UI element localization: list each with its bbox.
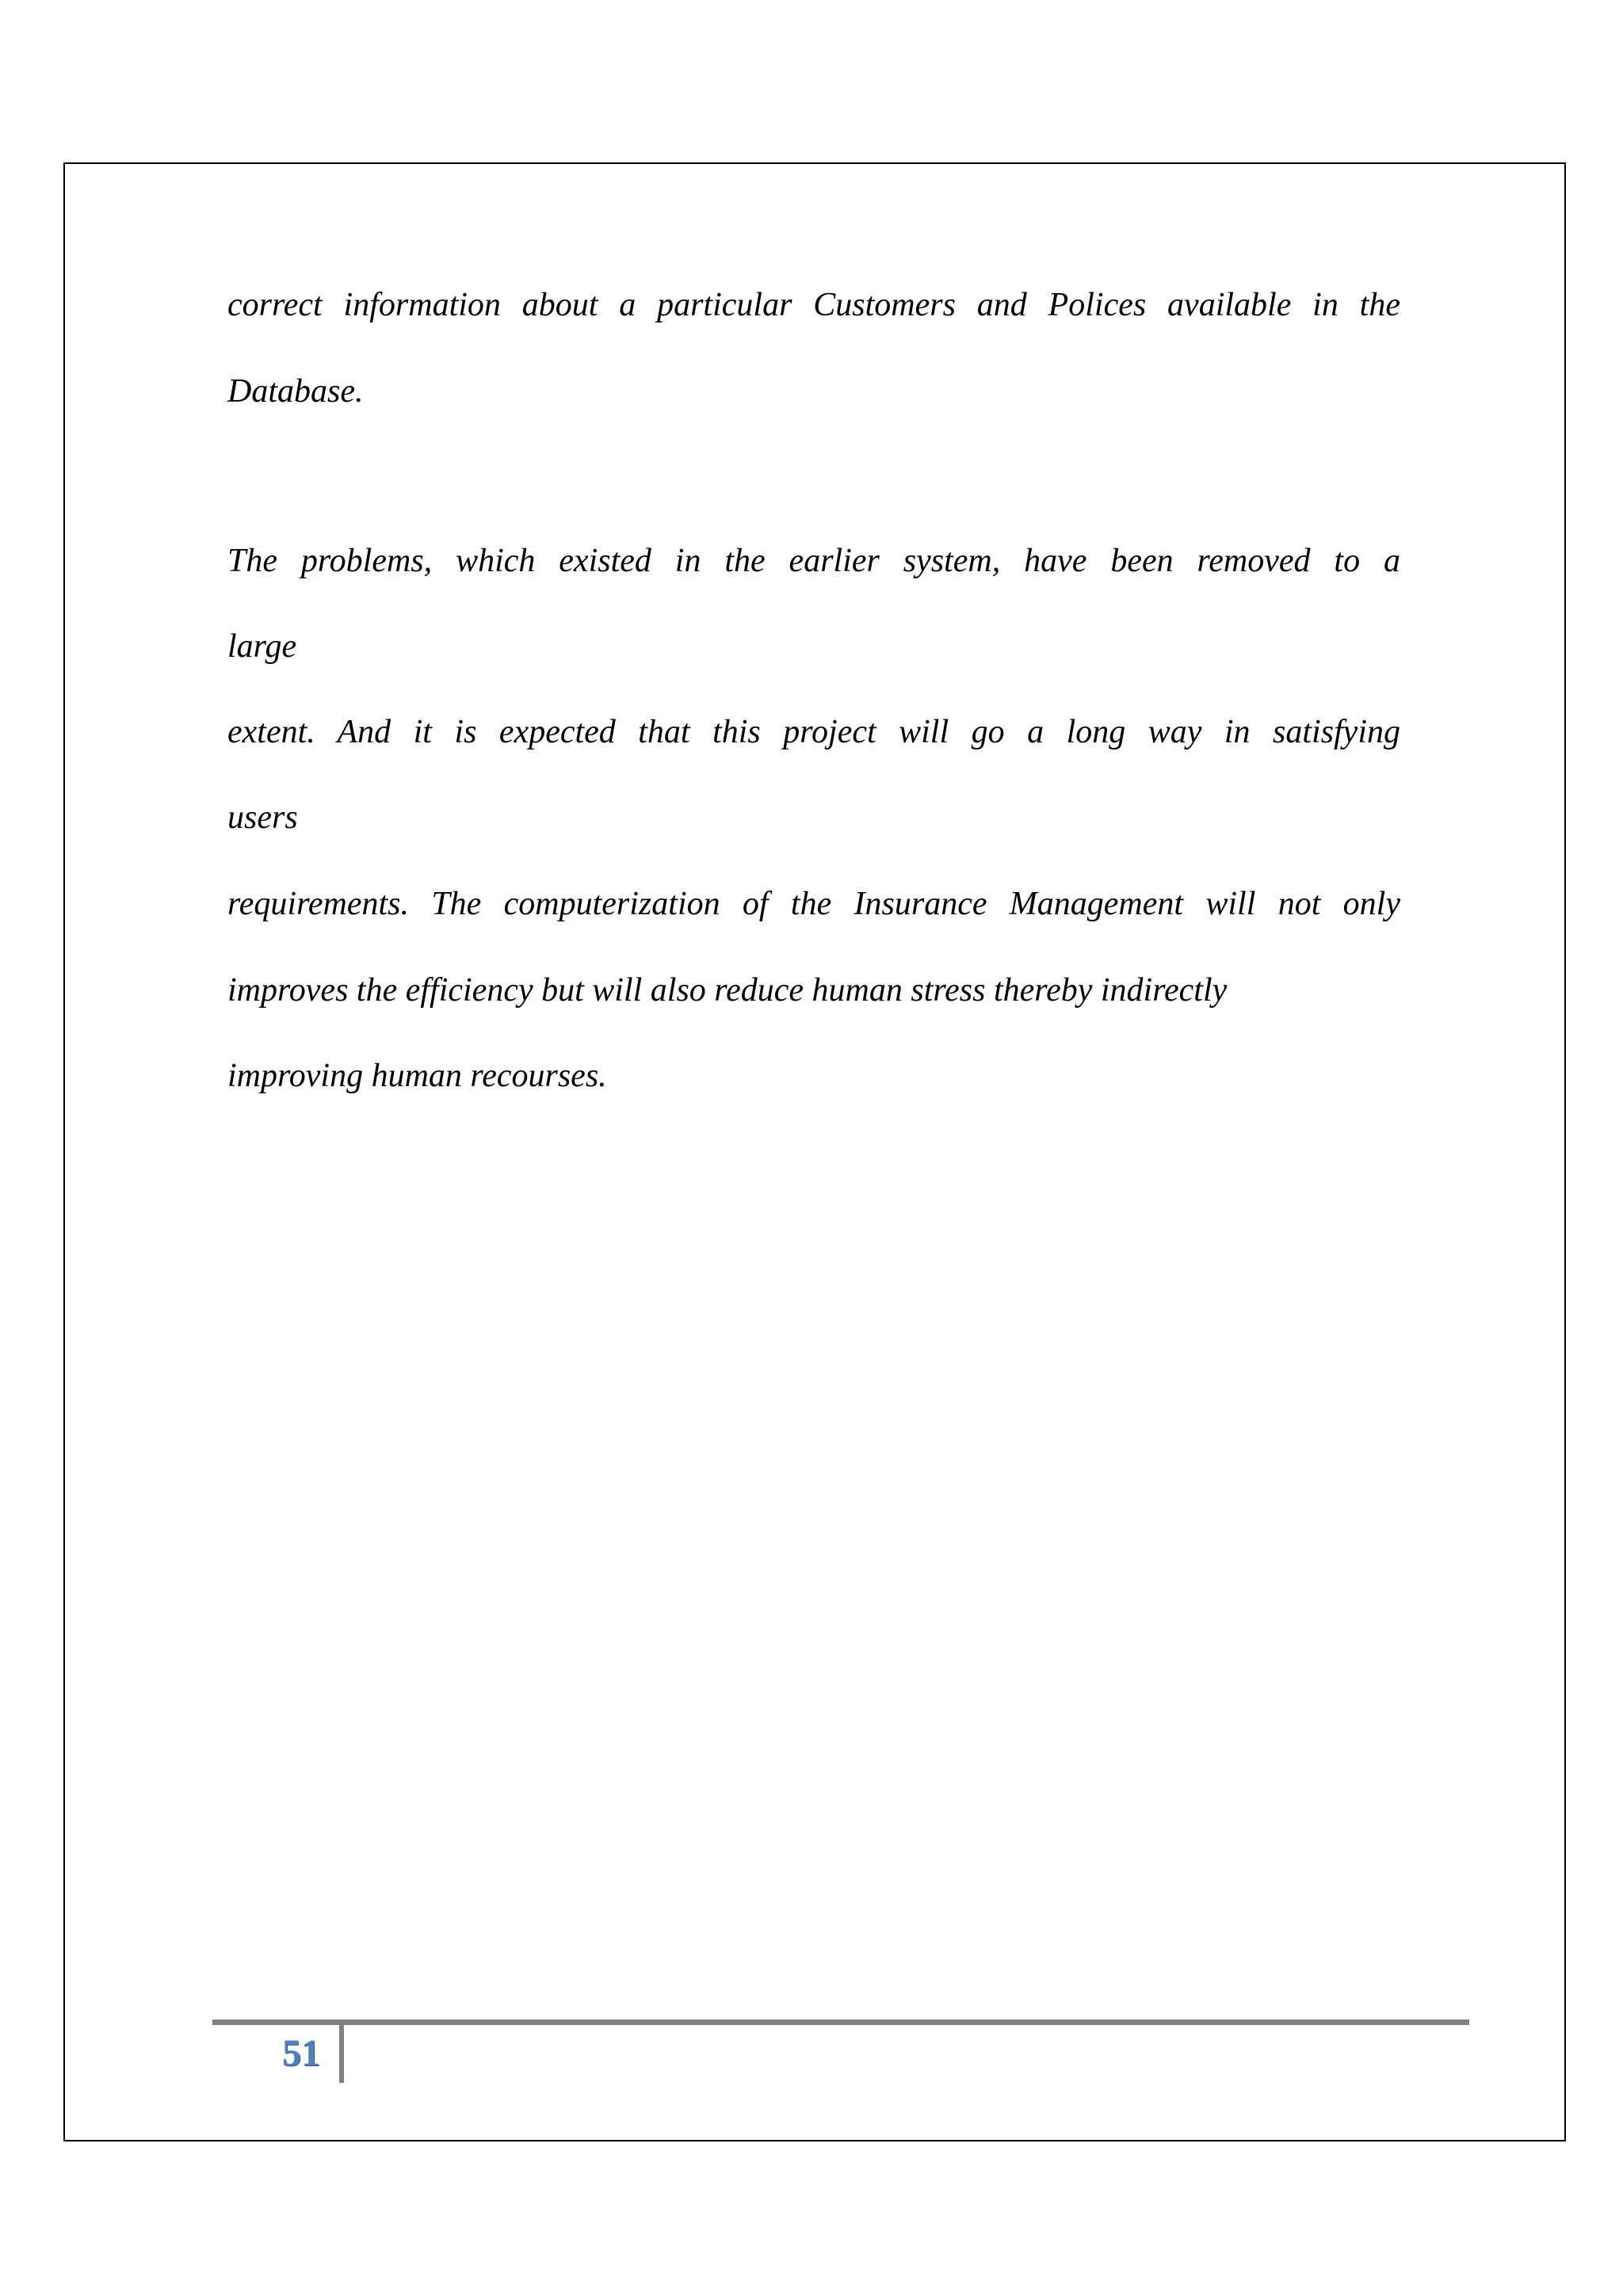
paragraph-line-3: The problems, which existed in the earlier system, have been removed to a [227, 543, 1400, 579]
page-border [63, 162, 1566, 2142]
footer-divider [339, 2025, 344, 2083]
paragraph-line-1: correct information about a particular Customers and Polices available in the [227, 287, 1400, 323]
footer-rule [212, 2019, 1469, 2025]
paragraph-line-4: large [227, 628, 297, 665]
paragraph-line-7: requirements. The computerization of the Insurance Management will not only [227, 886, 1400, 922]
paragraph-line-9: improving human recourses. [227, 1058, 607, 1094]
paragraph-line-8: improves the efficiency but will also reduce human stress thereby indirectly [227, 972, 1228, 1009]
paragraph-line-5: extent. And it is expected that this project will go a long way in satisfying [227, 714, 1400, 750]
page-number: 51 [282, 2032, 320, 2074]
paragraph-line-6: users [227, 799, 298, 836]
paragraph-line-2: Database. [227, 373, 364, 410]
